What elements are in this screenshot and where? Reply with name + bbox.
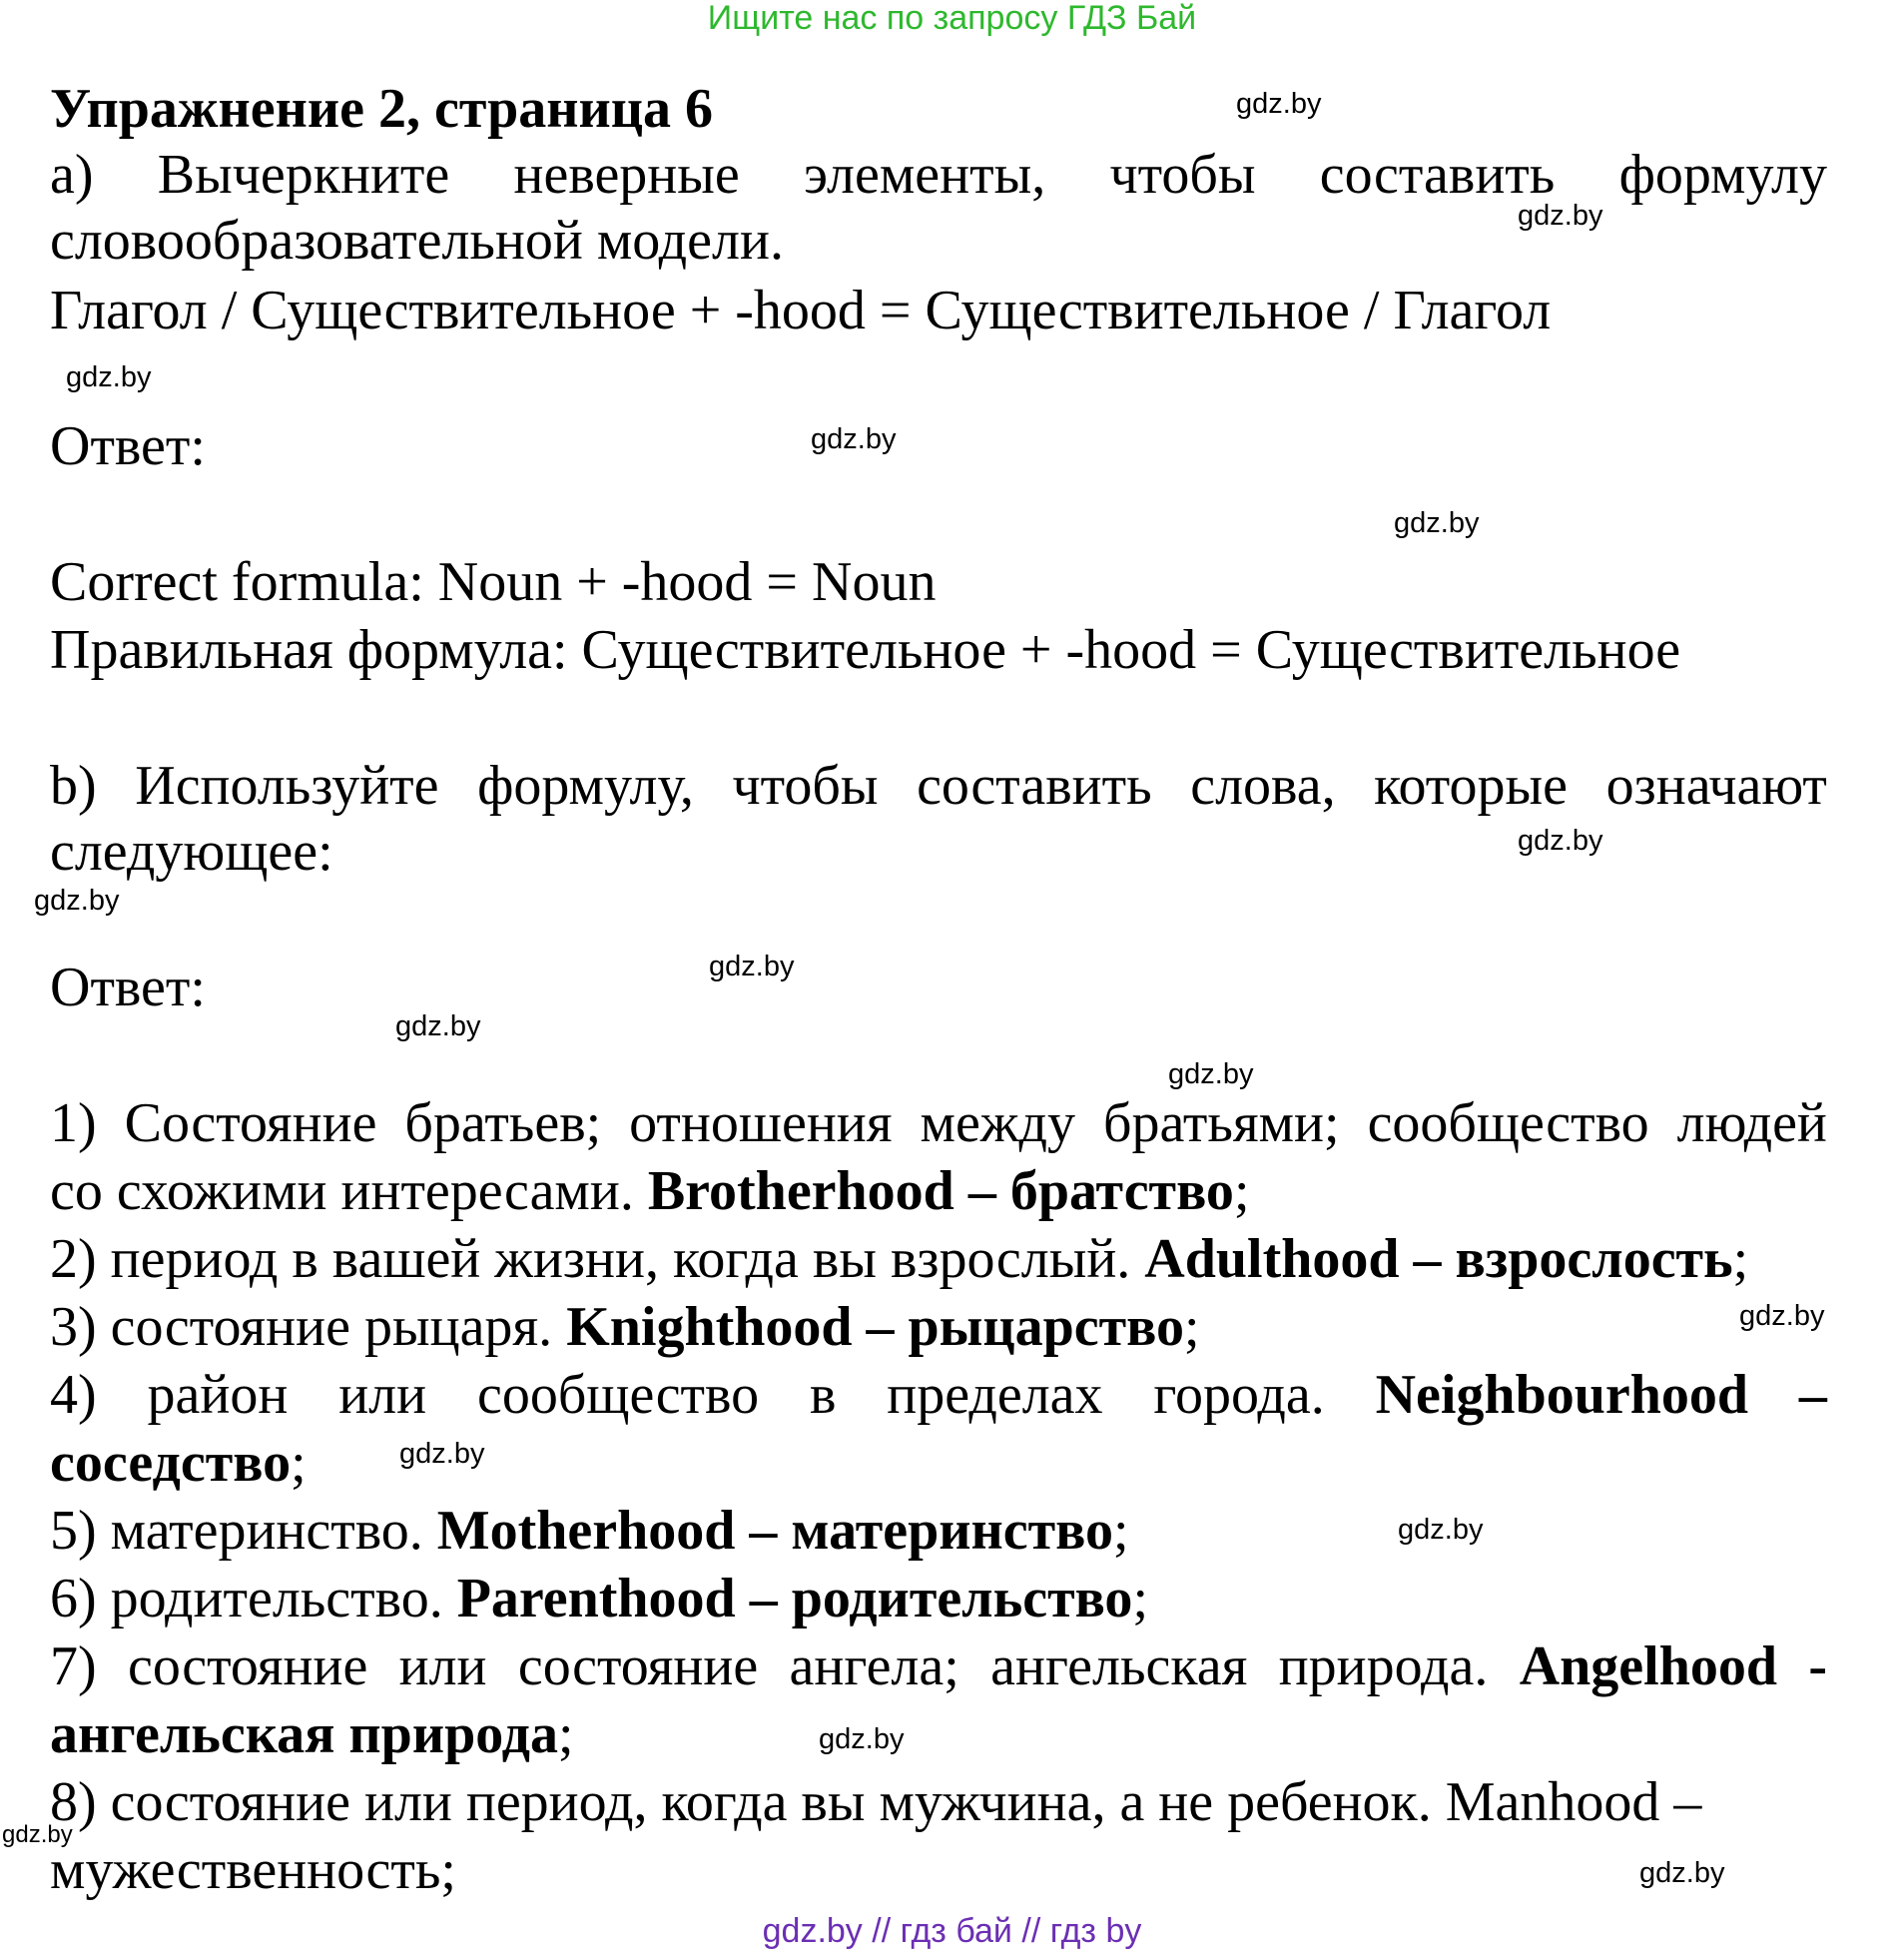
word: братьев; xyxy=(404,1092,602,1154)
word: состояние xyxy=(517,1635,759,1697)
answer-item-5-end: ; xyxy=(1113,1500,1129,1562)
answer-item-2 xyxy=(50,1226,1827,1292)
answer-item-3-term: Knighthood – рыцарство xyxy=(566,1296,1185,1358)
answer-item-6-term: Parenthood – родительство xyxy=(456,1568,1133,1629)
answer-item-6-text: 6) родительство. xyxy=(50,1568,457,1629)
watermark: gdz.by xyxy=(1236,88,1322,120)
answer-item-4-end: ; xyxy=(291,1432,307,1494)
answer-item-3-text: 3) состояние рыцаря. xyxy=(50,1296,567,1358)
watermark: gdz.by xyxy=(811,423,897,455)
watermark: gdz.by xyxy=(395,1010,481,1042)
word: формулу, xyxy=(477,755,694,817)
word: чтобы xyxy=(732,755,879,817)
word: или xyxy=(398,1635,487,1697)
answer-item-7-term: ангельская природа xyxy=(50,1703,558,1765)
word: - xyxy=(1808,1635,1827,1697)
word: сообщество xyxy=(1367,1092,1649,1154)
watermark: gdz.by xyxy=(1518,825,1603,857)
answer-item-1-line2 xyxy=(50,1158,1827,1224)
word: неверные xyxy=(513,144,740,206)
word: Используйте xyxy=(135,755,439,817)
part-b-instruction-line2: следующее: xyxy=(50,821,333,883)
watermark: gdz.by xyxy=(709,951,795,982)
answer-label-a: Ответ: xyxy=(50,415,206,477)
word: 4) xyxy=(50,1364,97,1426)
word: элементы, xyxy=(804,144,1046,206)
part-b-instruction-line1 xyxy=(50,753,1827,819)
word: людей xyxy=(1676,1092,1827,1154)
answer-item-6 xyxy=(50,1566,1827,1631)
answer-item-4-line2 xyxy=(50,1430,1827,1496)
word: a) xyxy=(50,144,94,206)
word: или xyxy=(338,1364,427,1426)
answer-item-3 xyxy=(50,1294,1827,1360)
watermark: gdz.by xyxy=(2,1821,73,1848)
answer-item-6-end: ; xyxy=(1132,1568,1148,1629)
word: состояние xyxy=(127,1635,368,1697)
answer-item-1-text: со схожими интересами. xyxy=(50,1160,648,1222)
watermark: gdz.by xyxy=(1398,1514,1484,1546)
word: города. xyxy=(1153,1364,1325,1426)
watermark: gdz.by xyxy=(1639,1857,1725,1889)
word: чтобы xyxy=(1109,144,1256,206)
watermark: gdz.by xyxy=(1394,507,1480,539)
answer-item-2-term: Adulthood – взрослость xyxy=(1144,1228,1733,1290)
answer-item-8-line2: мужественность; xyxy=(50,1839,456,1901)
word: – xyxy=(1798,1364,1827,1426)
word: составить xyxy=(917,755,1152,817)
word: которые xyxy=(1374,755,1569,817)
answer-item-4-term: соседство xyxy=(50,1432,292,1494)
answer-item-1-term: Brotherhood – братство xyxy=(647,1160,1234,1222)
watermark: gdz.by xyxy=(1518,200,1603,232)
word: Neighbourhood xyxy=(1375,1364,1749,1426)
answer-item-2-end: ; xyxy=(1732,1228,1749,1290)
word: Состояние xyxy=(124,1092,377,1154)
answer-item-3-end: ; xyxy=(1184,1296,1200,1358)
word: составить xyxy=(1319,144,1556,206)
answer-item-5-text: 5) материнство. xyxy=(50,1500,437,1562)
answer-item-5 xyxy=(50,1498,1827,1564)
watermark: gdz.by xyxy=(399,1438,485,1470)
watermark: gdz.by xyxy=(34,885,120,917)
word: слова, xyxy=(1190,755,1336,817)
word: означают xyxy=(1605,755,1827,817)
word: природа. xyxy=(1278,1635,1489,1697)
page-title: Упражнение 2, страница 6 xyxy=(50,78,714,140)
word: b) xyxy=(50,755,97,817)
part-a-instruction-line1 xyxy=(50,142,1827,208)
search-hint-link[interactable]: Ищите нас по запросу ГДЗ Бай xyxy=(707,0,1197,37)
watermark: gdz.by xyxy=(819,1723,905,1755)
part-a-instruction-line2: словообразовательной модели. xyxy=(50,210,784,272)
word: между xyxy=(920,1092,1075,1154)
answer-item-1-line1 xyxy=(50,1090,1827,1156)
watermark: gdz.by xyxy=(66,361,152,393)
word: формулу xyxy=(1618,144,1827,206)
answer-item-4-line1 xyxy=(50,1362,1827,1428)
answer-item-7-end: ; xyxy=(557,1703,574,1765)
correct-formula-ru: Правильная формула: Существительное + -hood = Существительное xyxy=(50,619,1681,681)
word: сообщество xyxy=(476,1364,760,1426)
word: в xyxy=(809,1364,837,1426)
word: Angelhood xyxy=(1519,1635,1777,1697)
answer-item-1-end: ; xyxy=(1233,1160,1250,1222)
watermark: gdz.by xyxy=(1168,1058,1254,1090)
answer-item-8-line1: 8) состояние или период, когда вы мужчина, а не ребенок. Manhood – xyxy=(50,1771,1702,1833)
answer-item-2-text: 2) период в вашей жизни, когда вы взрослый. xyxy=(50,1228,1145,1290)
word: отношения xyxy=(629,1092,893,1154)
watermark: gdz.by xyxy=(1739,1300,1825,1332)
word: 1) xyxy=(50,1092,97,1154)
answer-item-7-line2 xyxy=(50,1701,1827,1767)
word: ангела; xyxy=(789,1635,959,1697)
formula-options: Глагол / Существительное + -hood = Существительное / Глагол xyxy=(50,280,1552,341)
word: пределах xyxy=(887,1364,1103,1426)
correct-formula-en: Correct formula: Noun + -hood = Noun xyxy=(50,551,937,613)
word: район xyxy=(147,1364,289,1426)
answer-item-5-term: Motherhood – материнство xyxy=(436,1500,1113,1562)
footer-site-links[interactable]: gdz.by // гдз бай // гдз by xyxy=(762,1912,1142,1950)
word: ангельская xyxy=(990,1635,1248,1697)
word: Вычеркните xyxy=(157,144,450,206)
word: 7) xyxy=(50,1635,97,1697)
word: братьями; xyxy=(1102,1092,1340,1154)
answer-label-b: Ответ: xyxy=(50,957,206,1018)
answer-item-7-line1 xyxy=(50,1633,1827,1699)
